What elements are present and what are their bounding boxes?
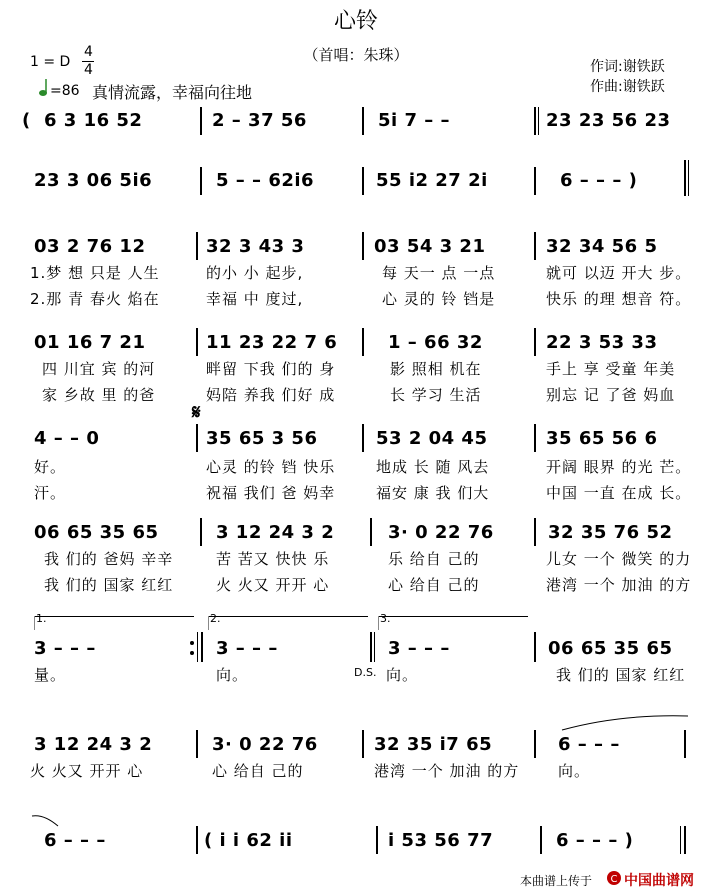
lyric: 港湾 一个 加油 的方 <box>546 576 692 594</box>
lyric: 我 们的 国家 红红 <box>44 576 174 594</box>
measure: 06 65 35 65 <box>548 638 673 659</box>
measure: 06 65 35 65 <box>34 522 159 543</box>
lyric: 心 灵的 铃 铛是 <box>382 290 496 308</box>
measure: 35 65 56 6 <box>546 428 658 449</box>
footer-text: 本曲谱上传于 <box>520 874 593 888</box>
site-logo-text[interactable]: 中国曲谱网 <box>624 873 694 889</box>
measure: ( i i 62 ii <box>204 830 293 851</box>
measure: 6 – – – ) <box>556 830 634 851</box>
measure: 32 35 76 52 <box>548 522 673 543</box>
lyric: 开阔 眼界 的光 芒。 <box>546 458 692 476</box>
slur-line <box>30 814 60 828</box>
measure: 32 3 43 3 <box>206 236 305 257</box>
dal-segno-mark: D.S. <box>354 666 377 679</box>
lyric: 地成 长 随 风去 <box>376 458 490 476</box>
key-signature: 1 = D <box>30 54 71 70</box>
lyric: 影 照相 机在 <box>390 360 482 378</box>
lyric: 我 们的 国家 红红 <box>556 666 686 684</box>
volta-3: 3. <box>380 612 391 625</box>
volta-2: 2. <box>210 612 221 625</box>
time-denominator: 4 <box>84 62 93 78</box>
measure: 35 65 3 56 <box>206 428 318 449</box>
measure: 3· 0 22 76 <box>388 522 494 543</box>
lyric: 1.梦 想 只是 人生 <box>30 264 160 282</box>
lyric: 每 天一 点 一点 <box>382 264 496 282</box>
expression-mark: 真情流露，幸福向往地 <box>92 83 253 102</box>
measure: i 53 56 77 <box>388 830 494 851</box>
lyric: 就可 以迈 开大 步。 <box>546 264 692 282</box>
measure: 6 – – – ) <box>560 170 638 191</box>
measure: 3 – – – <box>34 638 96 659</box>
measure: 22 3 53 33 <box>546 332 658 353</box>
measure: 23 23 56 23 <box>546 110 671 131</box>
measure: 32 35 i7 65 <box>374 734 493 755</box>
lyric: 心 给自 己的 <box>388 576 480 594</box>
site-logo-icon <box>606 870 622 890</box>
lyric: 长 学习 生活 <box>390 386 482 404</box>
lyric: 四 川宜 宾 的河 <box>42 360 156 378</box>
lyric: 港湾 一个 加油 的方 <box>374 762 520 780</box>
measure: 3· 0 22 76 <box>212 734 318 755</box>
lyric: 汗。 <box>34 484 67 502</box>
lyric: 向。 <box>386 666 419 684</box>
subtitle: （首唱：朱珠） <box>303 46 409 64</box>
measure: 53 2 04 45 <box>376 428 488 449</box>
lyric: 心 给自 己的 <box>212 762 304 780</box>
svg-text:C: C <box>610 874 618 885</box>
lyric: 火 火又 开开 心 <box>216 576 330 594</box>
lyric: 量。 <box>34 666 67 684</box>
measure: 3 12 24 3 2 <box>216 522 335 543</box>
measure: 4 – – 0 <box>34 428 100 449</box>
lyric: 的小 小 起步, <box>206 264 304 282</box>
measure: 11 23 22 7 6 <box>206 332 338 353</box>
segno-icon: 𝄋 <box>192 400 201 424</box>
lyric: 向。 <box>558 762 591 780</box>
measure: 32 34 56 5 <box>546 236 658 257</box>
measure: 5i 7 – – <box>378 110 451 131</box>
lyric: 2.那 青 春火 焰在 <box>30 290 160 308</box>
measure: 3 – – – <box>216 638 278 659</box>
lyric: 火 火又 开开 心 <box>30 762 144 780</box>
volta-1: 1. <box>36 612 47 625</box>
lyric: 向。 <box>216 666 249 684</box>
lyric: 家 乡故 里 的爸 <box>42 386 156 404</box>
slur-line <box>560 712 690 732</box>
lyricist: 作词:谢铁跃 <box>590 59 665 75</box>
lyric: 幸福 中 度过, <box>206 290 304 308</box>
lyric: 好。 <box>34 458 67 476</box>
lyric: 儿女 一个 微笑 的力 <box>546 550 692 568</box>
repeat-open-paren: ( <box>22 110 31 131</box>
measure: 5 – – 62i6 <box>216 170 315 191</box>
lyric: 中国 一直 在成 长。 <box>546 484 692 502</box>
measure: 55 i2 27 2i <box>376 170 488 191</box>
lyric: 心灵 的铃 铛 快乐 <box>206 458 336 476</box>
measure: 6 3 16 52 <box>44 110 143 131</box>
measure: 6 – – – <box>44 830 106 851</box>
measure: 2 – 37 56 <box>212 110 307 131</box>
quarter-note-icon <box>38 78 48 102</box>
measure: 6 – – – <box>558 734 620 755</box>
lyric: 妈陪 养我 们好 成 <box>206 386 336 404</box>
lyric: 快乐 的理 想音 符。 <box>546 290 692 308</box>
lyric: 苦 苦又 快快 乐 <box>216 550 330 568</box>
lyric: 手上 享 受童 年美 <box>546 360 676 378</box>
lyric: 畔留 下我 们的 身 <box>206 360 336 378</box>
lyric: 乐 给自 己的 <box>388 550 480 568</box>
lyric: 福安 康 我 们大 <box>376 484 490 502</box>
measure: 03 2 76 12 <box>34 236 146 257</box>
tempo: =86 <box>50 83 80 99</box>
lyric: 别忘 记 了爸 妈血 <box>546 386 676 404</box>
composer: 作曲:谢铁跃 <box>590 79 665 95</box>
time-numerator: 4 <box>84 44 93 60</box>
lyric: 祝福 我们 爸 妈幸 <box>206 484 336 502</box>
measure: 1 – 66 32 <box>388 332 483 353</box>
measure: 23 3 06 5i6 <box>34 170 153 191</box>
lyric: 我 们的 爸妈 辛辛 <box>44 550 174 568</box>
measure: 3 12 24 3 2 <box>34 734 153 755</box>
measure: 01 16 7 21 <box>34 332 146 353</box>
measure: 03 54 3 21 <box>374 236 486 257</box>
measure: 3 – – – <box>388 638 450 659</box>
page-title: 心铃 <box>333 9 378 34</box>
